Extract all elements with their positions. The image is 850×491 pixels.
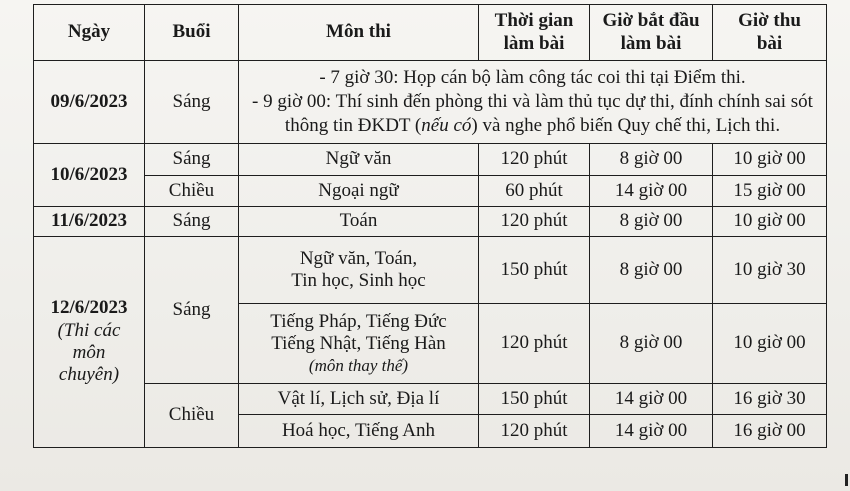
header-gio-thu-line2: bài [756, 32, 783, 54]
header-row [34, 5, 827, 61]
table-row [34, 237, 827, 304]
session-cell: Chiều [145, 384, 239, 448]
session-cell: Sáng [145, 144, 239, 176]
table-row [34, 384, 827, 415]
header-gio-bat-dau-line2: làm bài [620, 32, 682, 54]
header-mon-thi: Môn thi [239, 5, 479, 61]
subject-cell: Toán [239, 207, 479, 237]
start-cell: 14 giờ 00 [590, 384, 713, 415]
end-cell: 10 giờ 00 [713, 144, 827, 176]
session-cell: Sáng [145, 61, 239, 144]
header-ngay: Ngày [34, 5, 145, 61]
duration-cell: 120 phút [479, 207, 590, 237]
date-value: 12/6/2023 [50, 297, 128, 319]
header-thoi-gian [479, 5, 590, 61]
date-note-line1: (Thi các [57, 319, 121, 341]
start-cell: 8 giờ 00 [590, 304, 713, 384]
header-thoi-gian-line1: Thời gian [494, 10, 574, 32]
start-cell: 8 giờ 00 [590, 237, 713, 304]
subject-cell [239, 304, 479, 384]
duration-cell: 150 phút [479, 384, 590, 415]
duration-cell: 60 phút [479, 176, 590, 207]
start-cell: 8 giờ 00 [590, 207, 713, 237]
header-gio-bat-dau [590, 5, 713, 61]
notice-cell [239, 61, 827, 144]
header-gio-bat-dau-line1: Giờ bắt đầu [602, 10, 700, 32]
table-row [34, 61, 827, 144]
notice-line-2 [243, 90, 822, 138]
end-cell: 16 giờ 00 [713, 415, 827, 448]
date-cell: 11/6/2023 [34, 207, 145, 237]
subject-cell: Vật lí, Lịch sử, Địa lí [239, 384, 479, 415]
duration-cell: 150 phút [479, 237, 590, 304]
session-cell: Sáng [145, 237, 239, 384]
end-cell: 10 giờ 00 [713, 304, 827, 384]
end-cell: 10 giờ 30 [713, 237, 827, 304]
start-cell: 14 giờ 00 [590, 415, 713, 448]
duration-cell: 120 phút [479, 144, 590, 176]
session-cell: Sáng [145, 207, 239, 237]
date-cell: 10/6/2023 [34, 144, 145, 207]
date-note-line3: chuyên) [58, 364, 120, 386]
notice-text: ) và nghe phổ biến Quy chế thi, Lịch thi. [471, 114, 781, 136]
date-note-line2: môn [72, 342, 106, 363]
date-cell [34, 237, 145, 448]
end-cell: 10 giờ 00 [713, 207, 827, 237]
subject-cell: Ngoại ngữ [239, 176, 479, 207]
subject-line: Tiếng Pháp, Tiếng Đức [270, 311, 447, 333]
subject-cell: Ngữ văn [239, 144, 479, 176]
date-cell: 09/6/2023 [34, 61, 145, 144]
header-thoi-gian-line2: làm bài [503, 32, 565, 54]
subject-line: Ngữ văn, Toán, [299, 247, 418, 269]
header-gio-thu [713, 5, 827, 61]
table-row [34, 207, 827, 237]
subject-cell [239, 237, 479, 304]
end-cell: 16 giờ 30 [713, 384, 827, 415]
duration-cell: 120 phút [479, 304, 590, 384]
subject-line: Tin học, Sinh học [291, 270, 426, 291]
session-cell: Chiều [145, 176, 239, 207]
notice-text: - 9 giờ 00: Thí sinh đến phòng thi và làm thủ tục dự thi, đính chính sai sót thông tin ĐKDT ( [252, 91, 813, 136]
end-cell: 15 giờ 00 [713, 176, 827, 207]
table-row [34, 144, 827, 176]
header-gio-thu-line1: Giờ thu [738, 10, 801, 32]
duration-cell: 120 phút [479, 415, 590, 448]
exam-schedule-table [33, 4, 827, 448]
header-buoi: Buổi [145, 5, 239, 61]
start-cell: 8 giờ 00 [590, 144, 713, 176]
subject-note: (môn thay thế) [308, 355, 409, 375]
start-cell: 14 giờ 00 [590, 176, 713, 207]
notice-line-1: - 7 giờ 30: Họp cán bộ làm công tác coi thi tại Điểm thi. [319, 67, 746, 89]
table-row [34, 176, 827, 207]
edge-mark [845, 474, 848, 486]
subject-cell: Hoá học, Tiếng Anh [239, 415, 479, 448]
subject-line: Tiếng Nhật, Tiếng Hàn [271, 333, 446, 355]
notice-italic: nếu có [421, 114, 472, 136]
